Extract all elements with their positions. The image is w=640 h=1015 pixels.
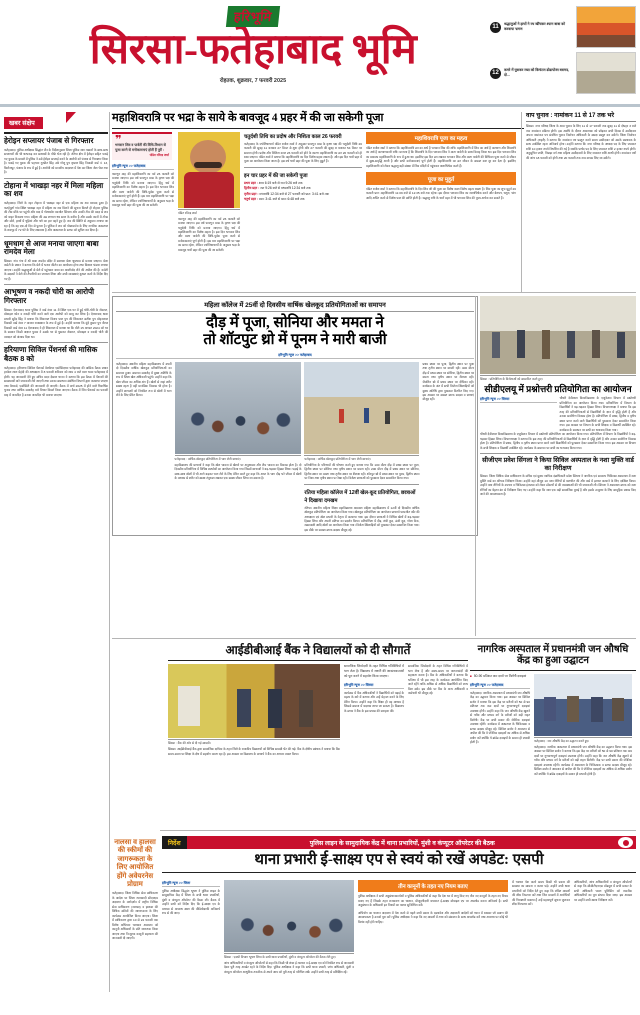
prahar-label: तृतीय प्रहर : bbox=[244, 191, 259, 196]
sports-crowd-photo bbox=[175, 362, 302, 454]
pandit-portrait-photo bbox=[178, 132, 240, 208]
jan-aushadhi-body-a: फतेहाबाद। नागरिक अस्पताल में प्रधानमंत्री जन औषधि केंद्र का उद्घाटन किया गया। इस अवसर पर सिविल सर्जन ने बताया कि इस केंद्र पर मरीजों को 50 से 90 प्रतिशत तक कम दामों पर गुणवत्तापूर्ण दवाइयां उपलब्ध होंगी। उन्होंने कहा कि जन औषधि केंद्र खुलने से गरीब और मध्यम वर्ग के मरीजों को बड़ी राहत मिलेगी। केंद्र पर सभी प्रकार की जेनेरिक दवाइयां उपलब्ध रहेंगी। कार्यक्रम में अस्पताल के चिकित्सक व स्टाफ सदस्य मौजूद रहे। सिविल सर्जन ने आमजन से अपील की कि वे जेनेरिक दवाइयों का अधिक से अधिक प्रयोग करें क्योंकि ये ब्रांडेड दवाइयों के समान ही प्रभावी होती हैं। bbox=[470, 690, 530, 745]
police-meeting-photo bbox=[224, 880, 354, 952]
sports-kicker: महिला कॉलेज में 25वीं दो दिवसीय वार्षिक खेलकूद प्रतियोगिताओं का समापन bbox=[116, 300, 474, 312]
idbi-school-photo bbox=[168, 664, 340, 738]
teaser-list bbox=[490, 6, 636, 98]
nalsa-body: फतेहाबाद। जिला विधिक सेवा प्राधिकरण के आदेश पर जिला न्यायवादी सीएमएम अदालत के मार्गदर्शन में राष्ट्रीय विधिक सेवा प्राधिकरण (नालसा) व हालसा की विधिक स्कीमों की जागरूकता के लिए कार्यक्रम आयोजित किया जाएगा। जिला में प्राधिकरण द्वारा 10 से 22 फरवरी तक विशेष अभियान चलाकर आमजन को कानूनी अधिकारों के प्रति जागरूक किया जाएगा तथा नि:शुल्क कानूनी सहायता की जानकारी दी जाएगी। bbox=[112, 891, 158, 941]
sports-photo-caption: फतेहाबाद : वार्षिक खेलकूद प्रतियोगिता में भाग लेती छात्राएं। bbox=[175, 455, 302, 461]
sigla-body: सिरसा। जिला विधिक सेवा प्राधिकरण के सचिव एवं मुख्य न्यायिक दंडाधिकारी प्रवेश सिंगला ने नागरिक एवं सामान्य चिकित्सा अस्पताल में नशा मुक्ति वार्ड का औचक निरीक्षण किया। उन्होंने वहां मौजूद 10 नशा रोगियों से बातचीत की और वार्ड में इलाज करवाने के लिए दाखिल किया। उन्होंने नशा रोगियों के उपचार व चिकित्सा इंतजाम को लेकर डॉक्टरों से की व्यवस्थाओं की भी जानकारी ली। सिंगला ने अस्पताल स्टाफ को नशा रोगियों का बेहतर ढंग से निरीक्षण किए गए। उन्होंने कहा कि नशा एक बड़ी सामाजिक बुराई है और इसके उन्मूलन के लिए सामूहिक प्रयास किए जाने की आवश्यकता है। bbox=[480, 474, 636, 497]
police-col1: पुलिस अधीक्षक सिद्धांत भूषण ने पुलिस लाइन के सामुदायिक केंद्र में जिला के सभी थाना प्रभारियों, मुंशी व कंप्यूटर ऑपरेटर की बैठक ली। बैठक में उन्होंने सभी को निर्देश दिए कि ई-साक्ष्य एप के माध्यम से अपराध स्थल की वीडियोग्राफी अनिवार्य रूप से की जाए। bbox=[162, 889, 220, 916]
top-story-body-cont: फाल्गुन माह की महाशिवरात्रि का पर्व 26 फरवरी को मनाया जाएगा। इस वर्ष फाल्गुन मास के कृष्ण पक्ष की चतुर्दशी तिथि को मनाया जाएगा। हिंदू धर्म में महाशिवरात्रि का विशेष महत्व है। इस दिन भगवान शिव और माता पार्वती की विधि-पूर्वक पूजा करने से मनोकामनाएं पूर्ण होती हैं। इस बार महाशिवरात्रि पर भद्रा का साया रहेगा, लेकिन ज्योतिषाचार्यों के अनुसार भद्रा के बावजूद चारों प्रहर की पूजा की जा सकेगी। bbox=[178, 216, 240, 252]
jan-aushadhi-story bbox=[470, 644, 636, 776]
cdlu-story bbox=[480, 296, 636, 497]
idbi-story bbox=[168, 644, 468, 756]
sidebar-headline: हेरोइन सप्लायर पंजाब से गिरफ्तार bbox=[4, 136, 94, 145]
sports-col3: प्रतियोगिता के परिणामों की घोषणा करते हुए बताया गया कि 100 मीटर दौड़ में प्रथम स्थान पर पूजा, द्वितीय स्थान पर सोनिया तथा तृतीय स्थान पर ममता रही। 200 मीटर दौड़ में प्रथम स्थान पर सोनिया, द्वितीय स्थान पर ममता तथा तृतीय स्थान पर शैलजा रही। शॉटपुट थ्रो में प्रथम स्थान पर पूनम, द्वितीय स्थान पर निशा तथा तृतीय स्थान पर रेखा रही। विजेता छात्राओं को पुरस्कार देकर सम्मानित किया गया। bbox=[304, 462, 420, 481]
sidebar-news-item[interactable] bbox=[4, 346, 108, 400]
jan-aushadhi-bullet: ■ 50-90 प्रतिशत कम दामों पर मिलेंगी दवाइयां bbox=[470, 674, 530, 679]
masthead-title-block bbox=[18, 6, 488, 84]
idbi-byline: हरिभूमि न्यूज >> सिरसा bbox=[344, 682, 404, 689]
police-photo-caption: सिरसा : एसपी विभाग भूषण लिया के सभी थाना प्रभारियों, मुंशी व कंप्यूटर ऑपरेटर की बैठक लेते हुए। bbox=[224, 953, 354, 959]
sidebar-label: खबर संक्षेप bbox=[4, 117, 43, 130]
teaser-text: कमरे में घुसकर रखा को किचंटल डोडापोस्त बरामद, दो... bbox=[504, 67, 570, 77]
idbi-col1: सिरसा। आईडीबीआई बैंक द्वारा सामाजिक दायित्व के तहत जिले के राजकीय विद्यालयों को विभिन्न सामग्री भेंट की गई। बैंक के क्षेत्रीय प्रबंधक ने बताया कि बैंक समय-समय पर शिक्षा के क्षेत्र में सहयोग करता रहा है। इस अवसर पर विद्यालय के प्राचार्य ने बैंक का आभार व्यक्त किया। bbox=[168, 747, 340, 756]
pull-quote-text: भगवान शिव व पार्वती की विधि-विधान से पूजा करने से मनोकामनाएं होती हैं पूरी : bbox=[115, 142, 166, 152]
election-news-box[interactable] bbox=[526, 112, 636, 160]
cdlu-group-photo bbox=[480, 296, 636, 374]
rataia-subhead: रतिया महिला कॉलेज में 12वीं खेल-कूद प्रतियोगिता, छात्राओं ने दिखाया दमखम bbox=[304, 484, 419, 504]
sports-photo-caption: फतेहाबाद : वार्षिक खेलकूद प्रतियोगिता में भाग लेती छात्राएं। bbox=[304, 455, 419, 461]
prahar-label: चतुर्थ प्रहर : bbox=[244, 196, 258, 201]
sports-headline-line2: तो शॉटपुट थ्रो में पूनम ने मारी बाजी bbox=[203, 331, 387, 348]
police-byline: हरिभूमि न्यूज >> जिला bbox=[162, 880, 220, 887]
column-rule bbox=[521, 112, 522, 292]
teaser-text: श्रद्धालुओं ने हाथों ने रथ खींचकर श्याम बाबा को करवाया भ्रमण bbox=[504, 21, 565, 31]
box1-body: फतेहाबाद के ज्योतिषाचार्य पंडित राजेश शर्मा ने अनुसार फाल्गुन मास के कृष्ण पक्ष की चतुर्दशी तिथि 26 फरवरी की सुबह 11 बजकर 27 मिनट से शुरू होगी और 27 फरवरी की सुबह 8 बजकर 54 मिनट पर समाप्त होगी। प्रदोष और निशिता काल 26 फरवरी को होने के कारण महाशिवरात्रि का व्रत 26 फरवरी को ही रखा जाएगा। पंडित शर्मा ने बताया कि महाशिवरात्रि का दिन विशेष महत्व रखता है। और इस दिन चारों प्रहर में पूजा का आयोजन किया जाता है। इस वर्ष चारों प्रहर की पूजा के लिए मुहूर्त हैं। bbox=[244, 141, 363, 164]
section-divider bbox=[160, 830, 636, 831]
sports-headline-line1: दौड़ में पूजा, सोनिया और ममता ने bbox=[206, 315, 384, 331]
idbi-photo-caption: सिरसा : बैंक की ओर से दी गई सामग्री। bbox=[168, 739, 340, 745]
top-story bbox=[112, 112, 524, 252]
prahar-value: प्रात: 3:41 बजे से प्रात: 6:48 बजे तक bbox=[258, 196, 305, 201]
sidebar-headline: टोहाना में भाखड़ा नहर में मिला महिला का शव bbox=[4, 180, 104, 199]
sidebar-headline: आभूषण व नकदी चोरी का आरोपी गिरफ्तार bbox=[4, 287, 95, 306]
idbi-col3: सामाजिक जिम्मेदारी के तहत विभिन्न गतिविधियों में भाग लेता है और समय-समय पर जरूरतमंदों की सहायता करता है। बैंक के अधिकारियों ने बताया कि भविष्य में भी इस तरह के कार्यक्रम आयोजित किए जाते रहेंगे ताकि अधिक से अधिक विद्यार्थियों को लाभ मिल सके। इस मौके पर बैंक के अन्य अधिकारी व कर्मचारी भी मौजूद रहे। bbox=[408, 664, 468, 696]
top-story-byline: हरिभूमि न्यूज >> फतेहाबाद bbox=[112, 163, 174, 170]
banner-text: पुलिस लाइन के सामुदायिक केंद्र में थाना प्रभारियों, मुंशी व कंप्यूटर ऑपरेटर की बैठक bbox=[309, 840, 495, 847]
dateline: रोहतक, शुक्रवार, 7 फरवरी 2025 bbox=[219, 78, 287, 84]
sidebar-news-item[interactable] bbox=[4, 288, 108, 343]
column-rule bbox=[475, 296, 476, 636]
box2-title: इन चार प्रहर में की जा सकेगी पूजा bbox=[244, 167, 362, 179]
police-box-body: पुलिस अधीक्षक ने सभी अनुसंधानकर्ताओं व पुलिस अधिकारियों से कहा कि देश भर में लागू किए गए तीन नए कानूनों के तहत नए नियम बनाए गए हैं जिसके तहत राजकरण का चालान, मौजूदगीदारी बयानात ई-साक्ष्य मोबाइल एप पर अपलोड करना अनिवार्य है। सभी अनुसंधान के अधिकारी इन नियमों का पालन सुनिश्चित करें। bbox=[358, 894, 508, 908]
sidebar-body: सिरसा। गांव गंगा में श्री बाबा रामदेव मंदिर में सालाना मेला धूमधाम से मनाया जाएगा। मेला कमेटी के प्रधान ने बताया कि मेले में भजन कीर्तन का आयोजन होगा तथा विशाल भंडारा लगाया जाएगा। उन्होंने श्रद्धालुओं से मेले में पहुंचकर बाबा का आशीर्वाद लेने की अपील की है। कमेटी के सदस्यों ने मेले की तैयारियों का जायजा लिया और सभी व्यवस्थाएं दुरुस्त करने के निर्देश दिए गए हैं। bbox=[4, 258, 108, 281]
sidebar-khabar-sankshep bbox=[4, 112, 108, 403]
nalsa-news-item[interactable] bbox=[112, 836, 158, 941]
page-title: सिरसा-फतेहाबाद भूमि bbox=[89, 27, 417, 73]
sports-story bbox=[112, 296, 478, 536]
box1-title: चतुर्दशी तिथि का प्रदोष और निशिता काल 26 फरवरी bbox=[244, 133, 342, 140]
sports-col1: फतेहाबाद। स्थानीय महिला महाविद्यालय में 25वीं दो दिवसीय वार्षिक खेलकूद प्रतियोगिताओं का समापन हुआ। समापन समारोह में मुख्य अतिथि के रूप में जिला खेल अधिकारी पहुंचे। उन्होंने कहा कि खेल जीवन का अभिन्न अंग हैं। खेलों से जहां शरीर स्वस्थ रहता है वहीं मानसिक विकास भी होता है। उन्होंने छात्राओं को नियमित रूप से खेलों में भाग लेने के लिए प्रेरित किया। bbox=[116, 361, 172, 397]
cdlu-byline: हरिभूमि न्यूज >> सिरसा bbox=[480, 396, 557, 403]
top-story-headline: महाशिवरात्रि पर भद्रा के साये के बावजूद 4 प्रहर में की जा सकेगी पूजा bbox=[112, 112, 524, 129]
sports-byline: हरिभूमि न्यूज >> फतेहाबाद bbox=[116, 352, 474, 359]
prahar-label: प्रथम प्रहर : bbox=[244, 180, 258, 185]
police-col3: अभियोग का चालान अदालत में पेश करने से पहले सभी प्रकार के दस्तावेज और अदालती आदेशों को ध्यान में रखकर जो प्रमाण की आवश्यकता है उनको पूरा करें। पुलिस अधीक्षक ने कहा कि नए मामलों में तथ्य को संकलन के साथ अपलोड करें तथा अपराध पर कोई भी विलंब नहीं होने चाहिए। bbox=[358, 910, 508, 924]
top-story-body: फाल्गुन माह की महाशिवरात्रि का पर्व 26 फरवरी को मनाया जाएगा। इस वर्ष फाल्गुन मास के कृष्ण पक्ष की चतुर्दशी तिथि को मनाया जाएगा। हिंदू धर्म में महाशिवरात्रि का विशेष महत्व है। इस दिन भगवान शिव और माता पार्वती की विधि-पूर्वक पूजा करने से मनोकामनाएं पूर्ण होती हैं। इस बार महाशिवरात्रि पर भद्रा का साया रहेगा, लेकिन ज्योतिषाचार्यों के अनुसार भद्रा के बावजूद चारों प्रहर की पूजा की जा सकेगी। bbox=[112, 171, 174, 208]
sports-col2: महाविद्यालय की प्राचार्या ने कहा कि खेल भावना से खेलने पर अनुशासन और टीम भावना का विकास होता है। दो दिवसीय प्रतियोगिता में विभिन्न स्पर्धाओं का आयोजन किया गया जिसमें छात्राओं ने बढ़-चढ़कर हिस्सा लिया। पढ़ाई के साथ-साथ खेलों में भी आगे बढ़कर भाग लेने के लिए प्रेरित करते हुए कहा कि आज के भाग दौड़ भरे जीवन में खेलों के माध्यम से शरीर को स्वस्थ तंदुरुस्त रखकर एक स्वस्थ जीवन जिया जा सकता है। bbox=[174, 462, 302, 481]
group-hall-photo bbox=[576, 52, 636, 94]
teaser-item[interactable] bbox=[490, 52, 636, 94]
triangle-icon bbox=[66, 112, 76, 123]
idbi-col2: कार्यक्रम में बैंक अधिकारियों ने विद्यार्थियों को पढ़ाई के महत्व के बारे में बताया और उन्हें मेहनत करने के लिए प्रेरित किया। उन्होंने कहा कि शिक्षा ही वह माध्यम है जिससे समाज में बदलाव लाया जा सकता है। विद्यालय के स्टाफ ने बैंक के इस प्रयास की सराहना की। bbox=[344, 691, 404, 713]
cdlu-photo-caption: सिरसा : प्रतियोगिता के विजेताओं को सम्मानित करते हुए। bbox=[480, 375, 636, 381]
sidebar-news-item[interactable] bbox=[4, 240, 108, 286]
sidebar-body: फतेहाबाद। हरियाणा सिविल पेंशनर्स वेलफेयर एसोसिएशन फतेहाबाद की मासिक बैठक प्रधान हरकेश लाल मेहंदी की अध्यक्षता में 8 फरवरी शनिवार को शाम 4 बजे बाल भवन फतेहाबाद में होगी। यह जानकारी देते हुए सचिव मदन देसाल चानन ने बताया कि इस बैठक में पेंशनरों की समस्याओं बारे जानकारी लेने जाएगी तथा उनका समाधान संबंधित विभागों द्वारा करवाया जाएगा तथा पेंशनर्स, एसोसिटी की जानकारी दी जाएगी। बैठक में मार्च 2025 में होने वाले त्रिवार्षिक चुनाव तथा वार्षिक समारोह बारे विचार विमर्श किया जाएगा। बैठक में जिन पेंशनर्स का फरवरी माह में जन्मदिन है उनका जन्मदिन भी मनाया जाएगा। bbox=[4, 365, 108, 397]
sidebar-body: फतेहाबाद। जिले के नहर टोहाना में भाखड़ा नहर से एक महिला का शव बरामद हुआ है। फतहेपुर्ता गांव स्थित भाखड़ा नहर में महिला का शव मिलने की सूचना मिलते ही टोहाना पुलिस की टीम मौके पर पहुंची और बाद में गोताखोर नवजोत सिंगला और उनकी टीम की मदद से शव को बाहर निकाला गया। महिला की उम्र लगभग 55 साल के करीब है और उसके कानों में टॉप्स और सोने, हाथों में चूड़ियां और गले का हार पहने हुए है। शव की स्थिति से अनुमान लगाया जा रहा है कि वह एक-दो दिन से पुराना है। पुलिस ने शव को पोस्टमार्टम के लिए नागरिक अस्पताल के शवगृह में 72 घंटे के लिए रखवाया है और अस्पताल के स्टाफ को सूचित कर दिया है। bbox=[4, 201, 108, 233]
sports-headline bbox=[116, 315, 474, 349]
police-headline: थाना प्रभारी ई-साक्ष्य एप से स्वयं को रखें अपडेट: एसपी bbox=[162, 852, 636, 873]
box3-title: महाशिवरात्रि पूजा का महत्व bbox=[366, 132, 516, 144]
election-headline: वाप चुनाव : नामांकन 11 से 17 तक भरे bbox=[526, 112, 636, 122]
idbi-headline: आईडीबीआई बैंक ने विद्यालयों को दी सौगातें bbox=[168, 644, 468, 661]
sidebar-header bbox=[4, 112, 108, 134]
prahar-row bbox=[244, 197, 362, 202]
jan-aushadhi-headline: नागरिक अस्पताल में प्रधानमंत्री जन औषधि केंद्र का हुआ उद्घाटन bbox=[470, 644, 636, 671]
jan-aushadhi-photo-caption: फतेहाबाद : जन औषधि केंद्र का उद्घाटन करते हुए। bbox=[534, 737, 632, 743]
police-story-columns bbox=[162, 880, 636, 974]
section-divider bbox=[112, 292, 636, 293]
sidebar-news-item[interactable] bbox=[4, 137, 108, 179]
brand-badge: हरिभूमि bbox=[226, 6, 280, 27]
banner-tag: निर्देश bbox=[162, 836, 187, 849]
idbi-note: सामाजिक जिम्मेदारी के तहत विभिन्न गतिविधियों में भाग लेता है। विद्यालय में जरूरी की आवश्यकताओं को पूरा करने में सहयोग किया जाएगा। bbox=[344, 664, 404, 679]
nalsa-headline: नालसा व हालसा की स्कीमों की जागरूकता के लिए आयोजित होंगे अवेयरनेस प्रोग्राम bbox=[114, 839, 156, 888]
prahar-label: द्वितीय प्रहर : bbox=[244, 186, 260, 191]
cdlu-body-a: चौधरी देवीलाल विश्वविद्यालय के एजुकेशन विभाग में प्रश्नोत्तरी प्रतियोगिता का आयोजन किया गया। प्रतियोगिता में विभाग के विद्यार्थियों ने बढ़-चढ़कर हिस्सा लिया। विभागाध्यक्ष ने बताया कि इस तरह की प्रतियोगिताओं से विद्यार्थियों के ज्ञान में वृद्धि होती है और उनका सर्वांगीण विकास होता है। प्रतियोगिता में प्रथम, द्वितीय व तृतीय स्थान प्राप्त करने वाले विद्यार्थियों को पुरस्कार देकर सम्मानित किया गया। इस अवसर पर विभाग के सभी शिक्षक व विद्यार्थी उपस्थित रहे। कार्यक्रम के समापन पर सभी का धन्यवाद किया गया। bbox=[559, 396, 636, 432]
prahar-value: रात 9:26 बजे से मध्यरात्रि 12:34 बजे तक bbox=[260, 186, 311, 191]
police-box-title: तीन कानूनों के तहत नए नियम बताए bbox=[358, 880, 508, 892]
jan-aushadhi-byline: हरिभूमि न्यूज >> फतेहाबाद bbox=[470, 682, 530, 689]
photo-caption: पंडित रविन्द्र शर्मा bbox=[178, 209, 240, 215]
sidebar-headline: हरियाणा सिविल पेंशनर्स की मासिक बैठक 8 को bbox=[4, 345, 98, 363]
box3-body: पंडित राजेश शर्मा ने बताया कि महाशिवरात्रि व्रत का अर्थ है भगवान शिव की रात्रि। महाशिवरात्रि में शिव का अर्थ है कल्याण और शिवरात्रि का अर्थ है कल्याणकारी रात्रि। मान्यता है कि शिवरात्रि के दिन भगवान शिव ने माता पार्वती के साथ विवाह किया था। इस दिन भगवान शिव का प्राकट्य महाशिवरात्रि के रूप में हुआ था। इसलिए इस दिन व्रत रखकर भगवान शिव और माता पार्वती की विधिवत पूजा करने से जीवन में सुख-समृद्धि आती है और सभी मनोकामनाएं पूर्ण होती हैं। महाशिवरात्रि का व्रत जीवन के समस्त कष्ट दूर कर देता है। इसलिए महाशिवरात्रि को लेकर श्रद्धालु बड़ी संख्या में शिव मंदिरों में पहुंचकर जलाभिषेक करते हैं। bbox=[366, 145, 516, 168]
sports-field-photo bbox=[304, 362, 419, 454]
sidebar-body: फतेहाबाद। पुलिस अधीक्षक सिद्धांत जैन के निर्देशानुसार जिला पुलिस नशा तस्करों के साथ-साथ सप्लायरों की भी धरपकड़ कर सलाखों के पीछे भेज रही है। रतिया क्षेत्र में हेरोइन सहित पकड़े गए युवक के मामले में पुलिस ने उसे हेरोइन सप्लाई करने के आरोपी को पंजाब से गिरफ्तार किया है। पकड़े गए युवक की पहचान गुरप्रीत सिंह उर्फ गोलू पुत्र कृपाल सिंह निवासी वार्ड नं. 13, फिरोजपुर, पंजाब के रूप में हुई है। आरोपी को माननीय अदालत में पेश कर जिला जेल भेज गया है। bbox=[4, 147, 108, 175]
cdlu-body-b: चौधरी देवीलाल विश्वविद्यालय के एजुकेशन विभाग में प्रश्नोत्तरी प्रतियोगिता का आयोजन किया गया। प्रतियोगिता में विभाग के विद्यार्थियों ने बढ़-चढ़कर हिस्सा लिया। विभागाध्यक्ष ने बताया कि इस तरह की प्रतियोगिताओं से विद्यार्थियों के ज्ञान में वृद्धि होती है और उनका सर्वांगीण विकास होता है। प्रतियोगिता में प्रथम, द्वितीय व तृतीय स्थान प्राप्त करने वाले विद्यार्थियों को पुरस्कार देकर सम्मानित किया गया। इस अवसर पर विभाग के सभी शिक्षक व विद्यार्थी उपस्थित रहे। कार्यक्रम के समापन पर सभी का धन्यवाद किया गया। bbox=[480, 432, 636, 450]
prahar-value: शाम 6:19 बजे से रात 9:26 बजे तक bbox=[258, 180, 303, 185]
teaser-page-number: 11 bbox=[490, 22, 501, 33]
directive-banner bbox=[162, 836, 636, 849]
teaser-item[interactable] bbox=[490, 6, 636, 48]
masthead bbox=[0, 0, 640, 107]
rataia-subbody: रतिया। स्थानीय महिला शिक्षा महाविद्यालय अग्रवाल महिला महाविद्यालय में 12वीं दो दिवसीय वार्षिक खेलकूद प्रतियोगिता का आयोजन किया गया। खेलकूद प्रतियोगिता का आयोजन प्राचार्या परमजीत कौर की अध्यक्षता एवं खेल प्रभारी के नेतृत्व में करवाया गया। इस दौरान छात्राओं ने विभिन्न खेलों में बढ़-चढ़कर हिस्सा लिया और अपनी प्रतिभा का प्रदर्शन किया। प्रतियोगिता में दौड़, लंबी कूद, ऊंची कूद, गोला फेंक, रस्साकशी आदि खेलों का आयोजन किया गया। विजेता खिलाड़ियों को पुरस्कार देकर सम्मानित किया गया। इस मौके पर समस्त स्टाफ सदस्य मौजूद रहे। bbox=[304, 505, 420, 532]
sigla-headline: सीजीएम प्रवेश सिंगला ने किया सिविल अस्पताल के नशा मुक्ति वार्ड का निरीक्षण bbox=[480, 453, 636, 472]
police-col4: में चालान पेश करने समय किसी भी प्रकार की समस्या का सामना न करना पड़े। उन्होंने सभी थाना प्रभारियों को निर्देश देते हुए कहा कि लंबित मामलों की शीघ्र निपटारा करें तथा जिन मामलों में आरोपियों की गिरफ्तारी बकाया है उन्हें महत्वपूर्ण सूचना जुटाकर शीघ्र गिरफ्तार करें। bbox=[512, 880, 570, 907]
election-body: सिरसा। नगर परिषद जिला के आम चुनाव के लिए 11 से 17 फरवरी तक सुबह 11 से दोपहर 3 बजे तक नामांकन प्रक्रिया होगी। इस अवधि के दौरान आवश्यक को छोड़कर सभी दिवस में उम्मीदवार अपना नामांकन पत्र संबंधित चुनाव निर्वाचन अधिकारी के समक्ष प्रस्तुत कर सकेंगे। जिला निर्वाचन अधिकारी (शहरी) ने बताया कि नामांकन पत्र प्रस्तुत करते समय उम्मीदवार को उसके प्रस्तावक के साथ उपस्थित रहना अनिवार्य होगा। उन्होंने बताया कि नगर परिषद के अध्यक्ष पद के लिए जमानत राशि 10 हजार रुपये निर्धारित की गई है जबकि पार्षद पद के लिए जमानत राशि 2 हजार रुपये होगी। अनुसूचित जाति, पिछड़ा वर्ग तथा महिला उम्मीदवारों के लिए जमानत राशि आधी होगी। नामांकन पत्रों की जांच 18 फरवरी को होगी तथा 20 फरवरी तक नाम वापस लिए जा सकेंगे। bbox=[526, 124, 636, 160]
jan-aushadhi-photo bbox=[534, 674, 632, 736]
pull-quote bbox=[112, 132, 172, 160]
police-col2: जांच अधिकारियों व कंप्यूटर ऑपरेटरों से कहा कि किसी भी लंबर ई-चालान व ई-साक्ष्य एप को नियमित रूप से जानकारी देकर पूरी तरह अपडेट रहने के निर्देश दिए। पुलिस अधीक्षक ने कहा कि सभी थाना प्रभारी, जांच अधिकारी, मुंशी व कंप्यूटर ऑपरेटर आधुनिक तकनीक से अपने आप को पूरी तरह से परिचित रखें। उन्होंने सभी तरह से प्रशिक्षित रहें। bbox=[224, 961, 354, 974]
pull-quote-attribution: पंडित रविन्द्र शर्मा bbox=[149, 152, 169, 157]
sports-col4: प्रथम स्थान पर पूजा, द्वितीय स्थान पर पूजा तथा तृतीय स्थान पर मामरी रही। 400 मीटर दौड़ में प्रथम स्थान पर सोनिया, द्वितीय स्थान पर ममता तथा तृतीय स्थान पर शैलजा रही। जैवलिन थ्रो में प्रथम स्थान पर दीपिका रही। कार्यक्रम के अंत में सभी विजेता खिलाड़ियों को मुख्य अतिथि द्वारा पुरस्कार वितरित किए गए। इस अवसर पर समस्त स्टाफ सदस्य व छात्राएं मौजूद रहीं। bbox=[422, 361, 474, 402]
prahar-value: मध्यरात्रि 12:34 बजे से 27 फरवरी को प्रात: 3:41 बजे तक bbox=[259, 191, 329, 196]
sidebar-body: सिरसा। ऐलनाबाद थाना पुलिस ने वार्ड नंबर 11 में स्थित एक घर में हुई चोरी-चोरी के जेवरात, मोबाइल फोन व नकदी चोरी करने वाले एक आरोपी को काबू कर लिया है। ऐलनाबाद थाना प्रभारी सुरेंद्र सिंह ने बताया कि शिकायत विजय पाल पुत्र की शिकायत सतीश पुत्र मोहनलाल निवासी वार्ड नंबर 7 बाजार राजस्थान के रूप में हुई है। उन्होंने बताया कि मुंदे कुमार पुत्र नीरज निवासी वार्ड नंबर 11 ऐलनाबाद ने ही शिकायत में बताया था कि बीते 15 अगस्त 2024 को घर के सामान किसी अज्ञात युवक ने उसके घर से घुसकर जेवरात, मोबाइल व नकदी चोरी की वारदात को अंजाम दिया था। bbox=[4, 307, 108, 339]
cdlu-headline: सीडीएलयू में प्रश्नोत्तरी प्रतियोगिता का आयोजन bbox=[484, 384, 632, 394]
section-divider bbox=[112, 638, 636, 639]
teaser-page-number: 12 bbox=[490, 68, 501, 79]
eye-icon bbox=[618, 837, 633, 848]
police-col5: अधिकारियों, जांच अधिकारियों व कंप्यूटर ऑपरेटरों से कहा कि सीसीटीएनएस मॉड्यूल में सभी प्रकार के सभी अधिकारी भारत पुलिसिंग को तकनीक अधिकारियों का पूरा संभाव दिया जाए। इस अवसर पर उन्होंने सभी खाता निरीक्षण करें। bbox=[574, 880, 632, 902]
sidebar-headline: धूमधाम से आज मनाया जाएगा बाबा रामदेव मेला bbox=[4, 238, 99, 257]
box4-title: पूजा का मुहूर्त bbox=[366, 172, 516, 184]
sidebar-news-item[interactable] bbox=[4, 182, 108, 237]
jan-aushadhi-body-b: फतेहाबाद। नागरिक अस्पताल में प्रधानमंत्री जन औषधि केंद्र का उद्घाटन किया गया। इस अवसर पर सिविल सर्जन ने बताया कि इस केंद्र पर मरीजों को 50 से 90 प्रतिशत तक कम दामों पर गुणवत्तापूर्ण दवाइयां उपलब्ध होंगी। उन्होंने कहा कि जन औषधि केंद्र खुलने से गरीब और मध्यम वर्ग के मरीजों को बड़ी राहत मिलेगी। केंद्र पर सभी प्रकार की जेनेरिक दवाइयां उपलब्ध रहेंगी। कार्यक्रम में अस्पताल के चिकित्सक व स्टाफ सदस्य मौजूद रहे। सिविल सर्जन ने आमजन से अपील की कि वे जेनेरिक दवाइयों का अधिक से अधिक प्रयोग करें क्योंकि ये ब्रांडेड दवाइयों के समान ही प्रभावी होती हैं। bbox=[534, 744, 632, 776]
quote-mark-icon: ❞ bbox=[115, 133, 122, 146]
fire-procession-photo bbox=[576, 6, 636, 48]
box4-body: पंडित राजेश शर्मा ने बताया कि महाशिवरात्रि के दिन शिव जी की पूजा का विशेष काल विशेष महत्व रखता है। शिव पूजा का शुभ मुहूर्त 26 फरवरी प्रात: महाशिवरात्रि 11:09 बजे से 12:35 बजे तक रहेगा। इस दौरान भगवान शिव का जलाभिषेक करने और बेलपत्र, धतूरा, भांग आदि अर्पित करने से विशेष फल की प्राप्ति होती है। श्रद्धालु रात्रि के चारों प्रहर में भी भगवान शिव की पूजा-अर्चना कर सकते हैं। bbox=[366, 186, 516, 200]
column-rule bbox=[109, 112, 110, 992]
